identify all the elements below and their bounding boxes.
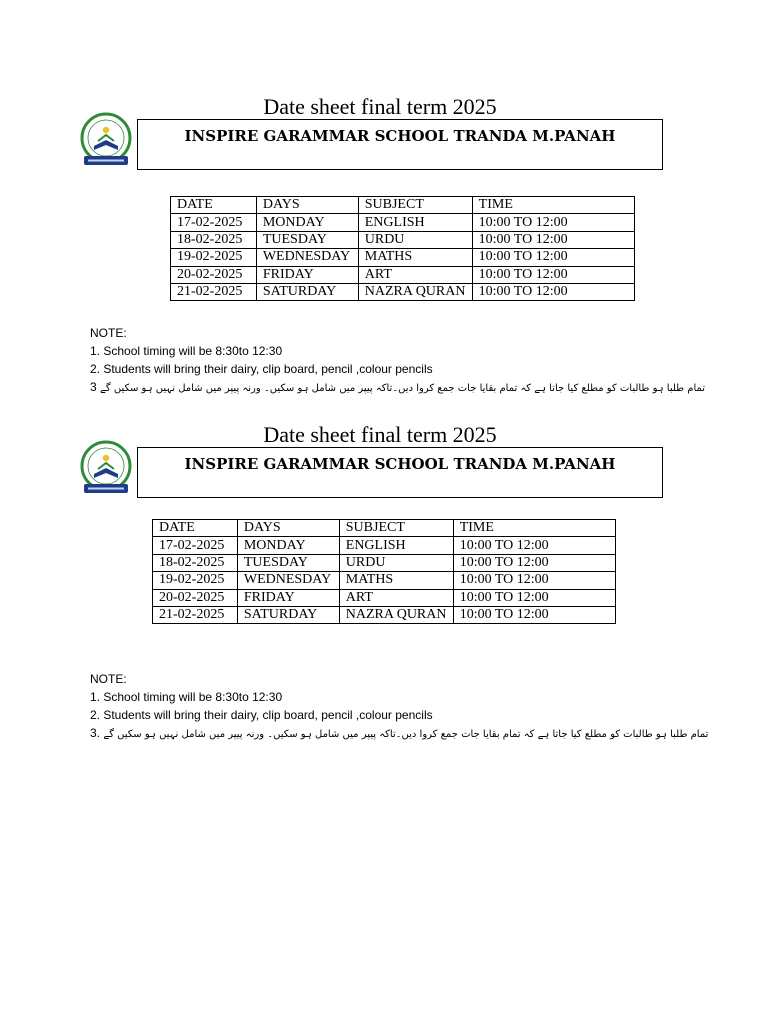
cell-day: SATURDAY: [237, 606, 339, 623]
cell-subject: MATHS: [339, 572, 453, 589]
cell-day: SATURDAY: [256, 283, 358, 300]
cell-time: 10:00 TO 12:00: [472, 266, 634, 283]
cell-subject: ENGLISH: [339, 537, 453, 554]
cell-subject: ENGLISH: [358, 214, 472, 231]
cell-date: 17-02-2025: [153, 537, 238, 554]
header-subject: SUBJECT: [358, 197, 472, 214]
table-row: [171, 214, 635, 231]
cell-time: 10:00 TO 12:00: [472, 231, 634, 248]
header-subject: SUBJECT: [339, 520, 453, 537]
cell-day: FRIDAY: [237, 589, 339, 606]
cell-date: 21-02-2025: [171, 283, 257, 300]
date-sheet-table: [152, 519, 616, 624]
note-item-urdu: [90, 724, 708, 742]
header-days: DAYS: [237, 520, 339, 537]
cell-day: MONDAY: [256, 214, 358, 231]
note-item-urdu: [90, 378, 705, 396]
notes-heading: NOTE:: [90, 672, 127, 686]
notes-section: [90, 324, 705, 396]
table-row: [171, 283, 635, 300]
cell-date: 21-02-2025: [153, 606, 238, 623]
cell-subject: ART: [339, 589, 453, 606]
school-logo-icon: [79, 436, 133, 500]
table-row: [171, 266, 635, 283]
cell-subject: ART: [358, 266, 472, 283]
table-row: [153, 554, 616, 571]
cell-time: 10:00 TO 12:00: [453, 606, 615, 623]
school-banner: [137, 119, 663, 170]
table-row: [171, 249, 635, 266]
cell-day: TUESDAY: [256, 231, 358, 248]
cell-date: 19-02-2025: [171, 249, 257, 266]
cell-time: 10:00 TO 12:00: [472, 283, 634, 300]
cell-time: 10:00 TO 12:00: [453, 554, 615, 571]
notes-heading: NOTE:: [90, 326, 127, 340]
cell-subject: NAZRA QURAN: [358, 283, 472, 300]
header-days: DAYS: [256, 197, 358, 214]
table-row: [153, 537, 616, 554]
cell-subject: URDU: [339, 554, 453, 571]
cell-time: 10:00 TO 12:00: [472, 249, 634, 266]
cell-day: FRIDAY: [256, 266, 358, 283]
sheet-title: Date sheet final term 2025: [263, 422, 497, 447]
header-date: DATE: [171, 197, 257, 214]
table-row: [153, 606, 616, 623]
cell-date: 17-02-2025: [171, 214, 257, 231]
cell-day: MONDAY: [237, 537, 339, 554]
table-row: [153, 589, 616, 606]
cell-date: 18-02-2025: [153, 554, 238, 571]
note-item: 2. Students will bring their dairy, clip board, pencil ,colour pencils: [90, 708, 433, 722]
header-date: DATE: [153, 520, 238, 537]
cell-time: 10:00 TO 12:00: [453, 537, 615, 554]
notes-section: [90, 670, 708, 742]
table-row: [171, 231, 635, 248]
note-item: 2. Students will bring their dairy, clip board, pencil ,colour pencils: [90, 362, 433, 376]
school-name: INSPIRE GARAMMAR SCHOOL TRANDA M.PANAH: [184, 455, 616, 473]
note-item: 1. School timing will be 8:30to 12:30: [90, 690, 283, 704]
cell-time: 10:00 TO 12:00: [453, 572, 615, 589]
sheet-title: Date sheet final term 2025: [263, 94, 497, 119]
cell-time: 10:00 TO 12:00: [453, 589, 615, 606]
cell-date: 18-02-2025: [171, 231, 257, 248]
date-sheet-table: [170, 196, 635, 301]
header-time: TIME: [472, 197, 634, 214]
cell-subject: URDU: [358, 231, 472, 248]
cell-date: 20-02-2025: [153, 589, 238, 606]
cell-day: WEDNESDAY: [237, 572, 339, 589]
cell-date: 20-02-2025: [171, 266, 257, 283]
urdu-note-text: تمام طلبا ہو طالبات کو مطلع کیا جاتا ہے کہ تمام بقایا جات جمع کروا دیں۔تاکہ پیپر میں شامل ہو سکیں۔ ورنہ پیپر میں شامل نہیں ہو سکیں گے: [100, 383, 706, 394]
cell-day: TUESDAY: [237, 554, 339, 571]
cell-date: 19-02-2025: [153, 572, 238, 589]
school-banner: [137, 447, 663, 498]
cell-subject: NAZRA QURAN: [339, 606, 453, 623]
note-number: 3: [90, 380, 97, 394]
note-item: 1. School timing will be 8:30to 12:30: [90, 344, 283, 358]
note-number: 3.: [90, 726, 101, 740]
cell-subject: MATHS: [358, 249, 472, 266]
school-name: INSPIRE GARAMMAR SCHOOL TRANDA M.PANAH: [184, 127, 616, 145]
cell-day: WEDNESDAY: [256, 249, 358, 266]
header-time: TIME: [453, 520, 615, 537]
cell-time: 10:00 TO 12:00: [472, 214, 634, 231]
urdu-note-text: تمام طلبا ہو طالبات کو مطلع کیا جاتا ہے کہ تمام بقایا جات جمع کروا دیں۔تاکہ پیپر میں شامل ہو سکیں۔ ورنہ پیپر میں شامل نہیں ہو سکیں گے: [103, 729, 709, 740]
table-row: [153, 572, 616, 589]
school-logo-icon: [79, 108, 133, 172]
table-header-row: [153, 520, 616, 537]
table-header-row: [171, 197, 635, 214]
